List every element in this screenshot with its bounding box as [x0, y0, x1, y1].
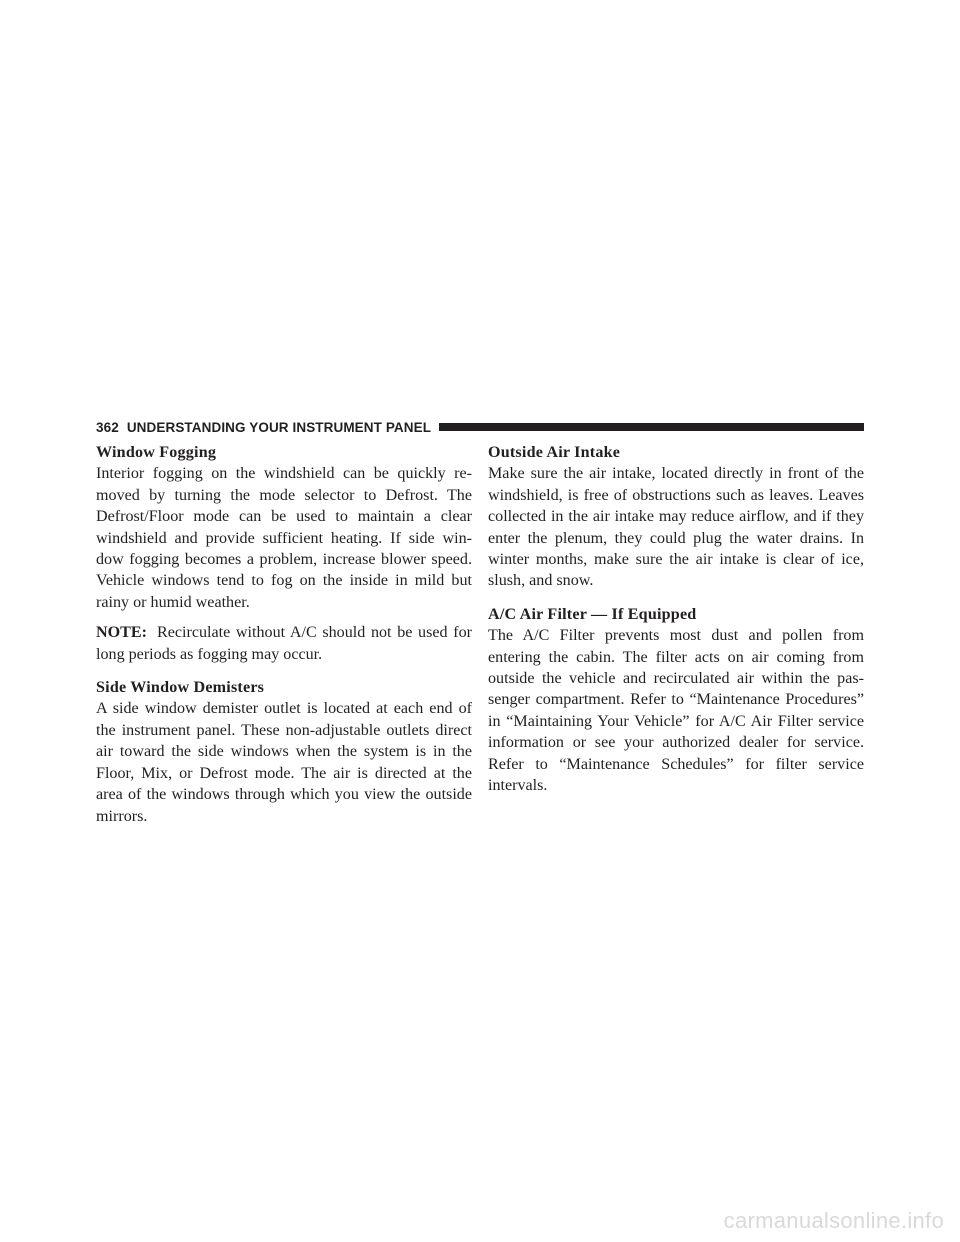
window-fogging-heading: Window Fogging: [96, 444, 217, 461]
right-column: [488, 442, 864, 797]
outside-air-intake-body: Make sure the air intake, located directly in front of the windshield, is free of obstructions such as leaves. Leaves collected in the air intake may reduce airflow, and if they enter the plenum, they could plug the water drains. In winter months, make sure the air intake is clear of ice, slush, and snow.: [488, 465, 864, 590]
header-rule: [439, 423, 864, 431]
left-column: [96, 442, 472, 827]
note-text: Recirculate without A/C should not be used for long periods as fogging may occur.: [96, 624, 472, 663]
note-label: NOTE:: [96, 624, 147, 642]
watermark: carmanualsonline.info: [723, 1208, 944, 1233]
ac-air-filter-heading: A/C Air Filter — If Equipped: [488, 605, 697, 623]
window-fogging-body: Interior fogging on the windshield can be quickly re-moved by turning the mode selector to Defrost. The Defrost/Floor mode can be used to maintain a clear windshield and provide sufficient heating. If side win-dow fogging becomes a problem, increase blower speed. Vehicle windows tend to fog on the inside in mild but rainy or humid weather.: [96, 465, 472, 611]
note-paragraph: [96, 622, 472, 665]
outside-air-intake-heading: Outside Air Intake: [488, 444, 621, 461]
page-number: 362: [96, 419, 119, 435]
window-fogging-section: [96, 442, 472, 613]
side-window-demisters-section: [96, 677, 472, 827]
side-window-demisters-heading: Side Window Demisters: [96, 679, 265, 697]
outside-air-intake-section: [488, 442, 864, 592]
page-header: [96, 418, 864, 436]
ac-air-filter-section: [488, 604, 864, 797]
section-title: UNDERSTANDING YOUR INSTRUMENT PANEL: [126, 419, 432, 435]
side-window-demisters-body: A side window demister outlet is located at each end of the instrument panel. These non-adjustable outlets direct air toward the side windows when the system is in the Floor, Mix, or Defrost mode. The air is directed at the area of the windows through which you view the outside mirrors.: [96, 700, 472, 825]
ac-air-filter-body: The A/C Filter prevents most dust and pollen from entering the cabin. The filter acts on air coming from outside the vehicle and recirculated air within the pas-senger compartment. Refer to “Maintenance Procedures” in “Maintaining Your Vehicle” for A/C Air Filter service information or see your authorized dealer for service. Refer to “Maintenance Schedules” for filter service intervals.: [488, 627, 864, 795]
